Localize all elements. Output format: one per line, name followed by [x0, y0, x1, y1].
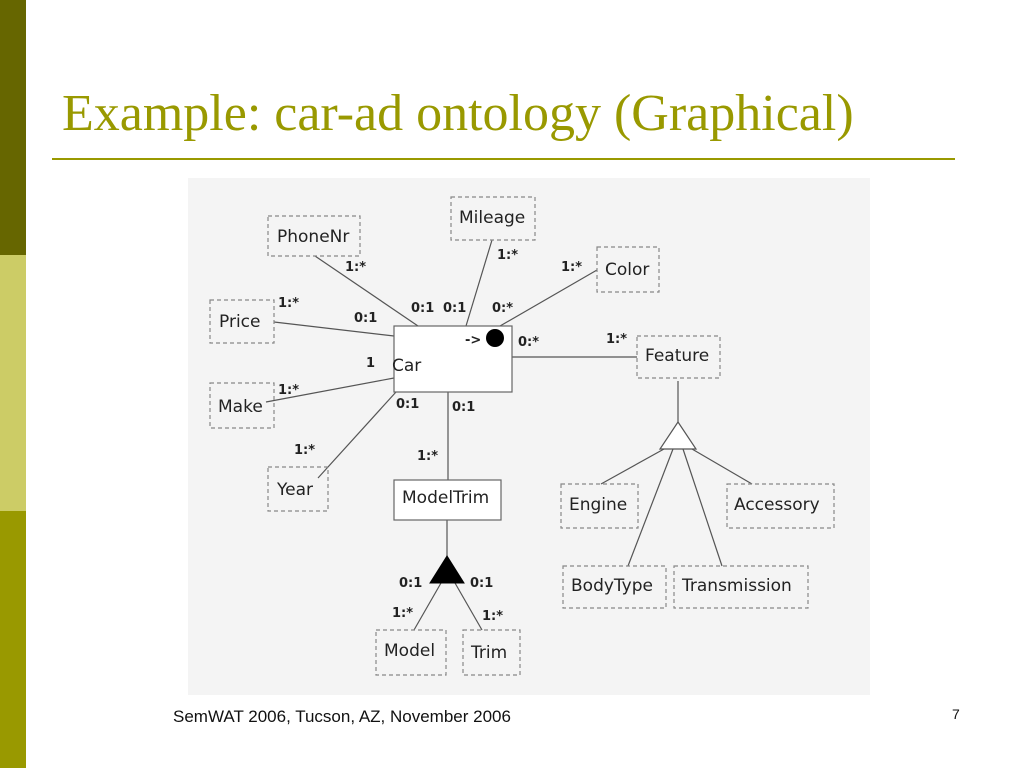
cardinality-model-near: 0:1	[399, 576, 423, 591]
slide-footer: SemWAT 2006, Tucson, AZ, November 2006	[173, 707, 511, 726]
cardinality-phonenr-far: 1:*	[345, 260, 367, 275]
side-bar-bottom-segment	[0, 511, 26, 768]
edge-mileage-car	[466, 240, 492, 326]
page-number: 7	[952, 706, 960, 722]
transmission-label: Transmission	[682, 576, 792, 596]
car-label: Car	[392, 356, 422, 376]
cardinality-modeltrim-far: 1:*	[417, 449, 439, 464]
cardinality-price-far: 1:*	[278, 296, 300, 311]
edge-year-car	[318, 392, 396, 478]
make-label: Make	[218, 397, 263, 417]
main-object-dot	[486, 329, 504, 347]
bodytype-label: BodyType	[571, 576, 653, 596]
cardinality-trim-far: 1:*	[482, 609, 504, 624]
cardinality-model-far: 1:*	[392, 606, 414, 621]
cardinality-modeltrim-car: 0:1	[452, 400, 476, 415]
side-bar-middle-segment	[0, 255, 26, 511]
color-label: Color	[605, 260, 650, 280]
cardinality-color-car: 0:*	[492, 301, 514, 316]
cardinality-make-far: 1:*	[278, 383, 300, 398]
main-object-arrow-label: ->	[465, 333, 482, 348]
mileage-label: Mileage	[459, 208, 526, 228]
cardinality-mileage-far: 1:*	[497, 248, 519, 263]
cardinality-color-far: 1:*	[561, 260, 583, 275]
year-label: Year	[277, 480, 313, 500]
edge-color-car	[500, 270, 597, 326]
model-label: Model	[384, 641, 436, 661]
side-bar-top-segment	[0, 0, 26, 255]
modeltrim-label: ModelTrim	[402, 488, 490, 508]
edge-triangle-transmission	[683, 449, 722, 566]
edge-triangle-engine	[601, 449, 664, 484]
side-accent-bar	[0, 0, 26, 768]
aggregation-triangle-modeltrim	[430, 556, 464, 583]
ontology-diagram-canvas	[188, 178, 870, 695]
cardinality-year-car: 0:1	[396, 397, 420, 412]
cardinality-make-car: 1	[366, 356, 376, 371]
phonenr-label: PhoneNr	[277, 227, 350, 247]
feature-label: Feature	[645, 346, 710, 366]
cardinality-mileage-car: 0:1	[443, 301, 467, 316]
cardinality-feature-car: 0:*	[518, 335, 540, 350]
engine-label: Engine	[569, 495, 628, 515]
accessory-label: Accessory	[734, 495, 820, 515]
cardinality-feature-far: 1:*	[606, 332, 628, 347]
price-label: Price	[219, 312, 261, 332]
title-underline	[52, 158, 955, 160]
trim-label: Trim	[471, 643, 508, 663]
cardinality-price-car: 0:1	[354, 311, 378, 326]
generalization-triangle-feature	[660, 422, 696, 449]
ontology-diagram	[188, 178, 870, 695]
cardinality-year-far: 1:*	[294, 443, 316, 458]
edge-triangle-accessory	[692, 449, 752, 484]
cardinality-phonenr-car: 0:1	[411, 301, 435, 316]
edge-triangle-bodytype	[628, 449, 673, 566]
cardinality-trim-near: 0:1	[470, 576, 494, 591]
slide-title: Example: car-ad ontology (Graphical)	[62, 85, 854, 142]
